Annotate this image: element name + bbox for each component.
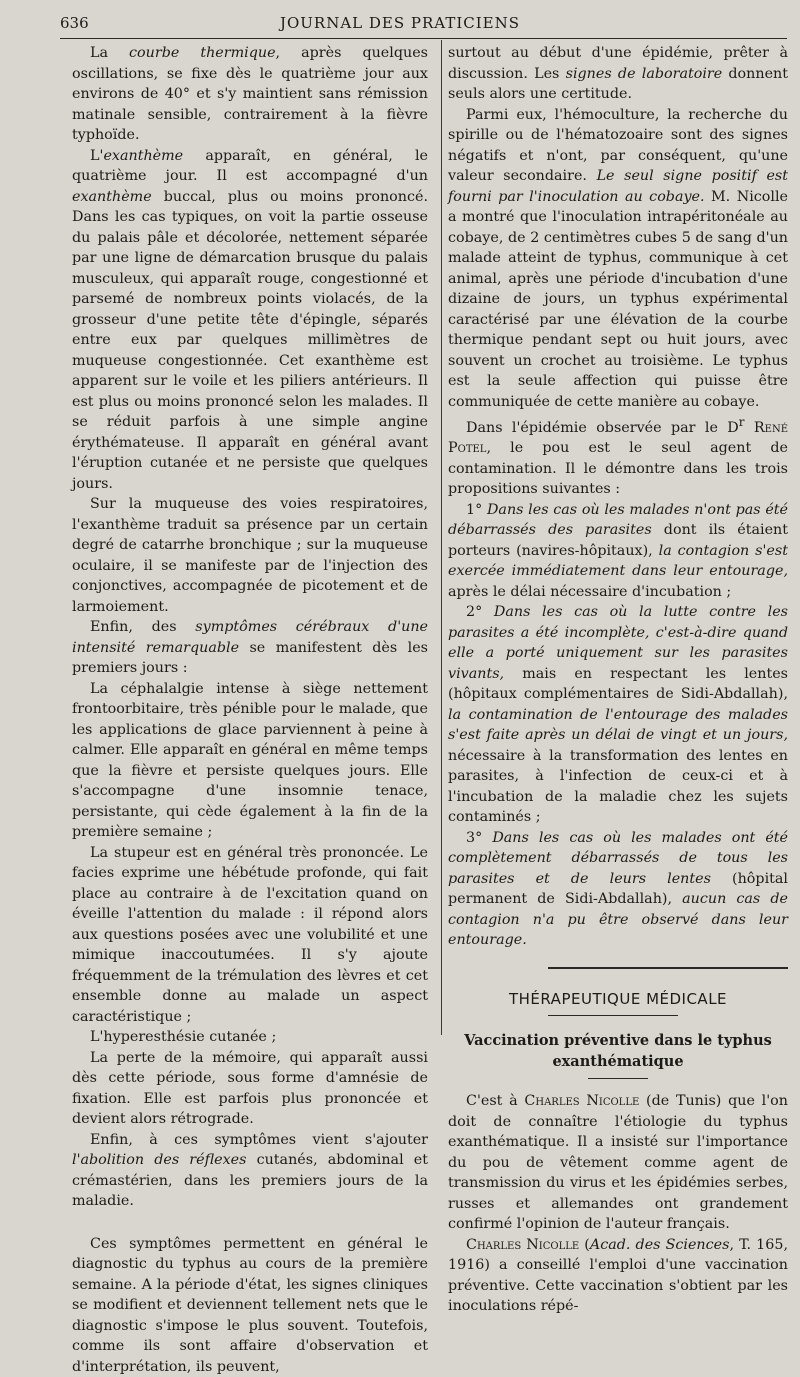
proposition-2: 2° Dans les cas où la lutte contre les parasites a été incomplète, c'est-à-dire quand elle a porté uniquement sur les parasites vivants, mais en respectant les lentes (hôpitaux complémentaires de Sidi-Abdallah), la contamination de l'entourage des malades s'est faite après un délai de vingt et un jours, nécessaire à la transformation des lentes en parasites, à l'infection de ceux-ci et à l'incubation de la maladie chez les sujets contaminés ; [448, 602, 788, 828]
section-rule-top [548, 967, 788, 969]
right-column [448, 43, 788, 1317]
running-title: JOURNAL DES PRATICIENS [0, 14, 800, 32]
article-title: Vaccination préventive dans le typhus exanthématique [448, 1030, 788, 1072]
paragraph-diagnosis: Ces symptômes permettent en général le diagnostic du typhus au cours de la première semaine. A la période d'état, les signes cliniques se modifient et deviennent tellement nets que le diagnostic s'impose le plus souvent. Toutefois, comme ils sont affaire d'observation et d'interprétation, ils peuvent, [72, 1234, 428, 1377]
paragraph-stupor: La stupeur est en général très prononcée. Le facies exprime une hébétude profonde, qui fait place au contraire à de l'excitation quand on éveille l'attention du malade : il répond alors aux questions posées avec une volubilité et une mimique inaccoutumées. Il s'y ajoute fréquemment de la trémulation des lèvres et cet ensemble donne au malade un aspect caractéristique ; [72, 843, 428, 1028]
proposition-1: 1° Dans les cas où les malades n'ont pas été débarrassés des parasites dont ils étaient porteurs (navires-hôpitaux), la contagion s'est exercée immédiatement dans leur entourage, après le délai nécessaire d'incubation ; [448, 500, 788, 603]
header-rule [60, 38, 787, 39]
paragraph-mucosa: Sur la muqueuse des voies respiratoires, l'exanthème traduit sa présence par un certain degré de catarrhe bronchique ; sur la muqueuse oculaire, il se manifeste par de l'injection des conjonctives, accompagnée de picotement et de larmoiement. [72, 494, 428, 617]
paragraph-nicolle: C'est à Charles Nicolle (de Tunis) que l'on doit de connaître l'étiologie du typhus exanthématique. Il a insisté sur l'importance du pou de vêtement comme agent de transmission du virus et les épidémies serbes, russes et allemandes ont grandement confirmé l'opinion de l'auteur français. [448, 1091, 788, 1235]
paragraph-thermal-curve: La courbe thermique, après quelques oscillations, se fixe dès le quatrième jour aux environs de 40° et s'y maintient sans rémission matinale sensible, contrairement à la fièvre typhoïde. [72, 43, 428, 146]
article-title-rule [588, 1078, 648, 1079]
paragraph-exanthem: L'exanthème apparaît, en général, le quatrième jour. Il est accompagné d'un exanthème buccal, plus ou moins prononcé. Dans les cas typiques, on voit la partie osseuse du palais pâle et décolorée, nettement séparée par une ligne de démarcation brusque du palais musculeux, qui apparaît rouge, congestionné et parsemé de nombreux points violacés, de la grosseur d'une petite tête d'épingle, séparés entre eux par quelques millimètres de muqueuse congestionnée. Cet exanthème est apparent sur le voile et les piliers antérieurs. Il est plus ou moins prononcé selon les malades. Il se réduit parfois à une simple angine érythémateuse. Il apparaît en général avant l'éruption cutanée et ne persiste que quelques jours. [72, 146, 428, 495]
section-rule-bottom [548, 1015, 678, 1016]
section-title: THÉRAPEUTIQUE MÉDICALE [448, 989, 788, 1010]
proposition-3: 3° Dans les cas où les malades ont été complètement débarrassés de tous les parasites et de leurs lentes (hôpital permanent de Sidi-Abdallah), aucun cas de contagion n'a pu être observé dans leur entourage. [448, 828, 788, 951]
paragraph-hyperesthesia: L'hyperesthésie cutanée ; [72, 1027, 428, 1048]
paragraph-vaccination: Charles Nicolle (Acad. des Sciences, T. 165, 1916) a conseillé l'emploi d'une vaccination préventive. Cette vaccination s'obtient par les inoculations répé- [448, 1235, 788, 1317]
paragraph-cerebral-symptoms: Enfin, des symptômes cérébraux d'une intensité remarquable se manifestent dès les premiers jours : [72, 617, 428, 679]
paragraph-discussion: surtout au début d'une épidémie, prêter à discussion. Les signes de laboratoire donnent seuls alors une certitude. [448, 43, 788, 105]
paragraph-headache: La céphalalgie intense à siège nettement frontoorbitaire, très pénible pour le malade, que les applications de glace parviennent à peine à calmer. Elle apparaît en général en même temps que la fièvre et persiste quelques jours. Elle s'accompagne d'une insomnie tenace, persistante, qui cède également à la fin de la première semaine ; [72, 679, 428, 843]
paragraph-reflexes: Enfin, à ces symptômes vient s'ajouter l'abolition des réflexes cutanés, abdominal et crémastérien, dans les premiers jours de la maladie. [72, 1130, 428, 1212]
paragraph-potel: Dans l'épidémie observée par le $D^r$ René Potel, le pou est le seul agent de contamination. Il le démontre dans les trois propositions suivantes : [448, 412, 788, 500]
paragraph-memory: La perte de la mémoire, qui apparaît aussi dès cette période, sous forme d'amnésie de fixation. Elle est parfois plus prononcée et devient alors rétrograde. [72, 1048, 428, 1130]
page-number: 636 [60, 14, 89, 32]
column-divider [441, 40, 442, 1035]
paragraph-laboratory: Parmi eux, l'hémoculture, la recherche du spirille ou de l'hématozoaire sont des signes négatifs et n'ont, par conséquent, qu'une valeur secondaire. Le seul signe positif est fourni par l'inoculation au cobaye. M. Nicolle a montré que l'inoculation intrapéritonéale au cobaye, de 2 centimètres cubes 5 de sang d'un malade atteint de typhus, communique à cet animal, après une période d'incubation d'une dizaine de jours, un typhus expérimental caractérisé par une élévation de la courbe thermique pendant sept ou huit jours, avec souvent un crochet au troisième. Le typhus est la seule affection qui puisse être communiquée de cette manière au cobaye. [448, 105, 788, 413]
left-column [72, 43, 428, 1377]
